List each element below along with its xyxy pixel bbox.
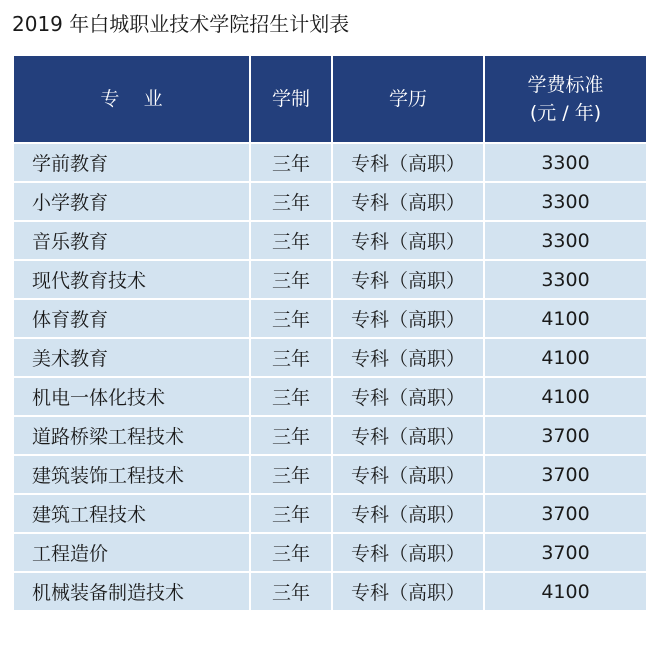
table-row	[13, 377, 647, 416]
major-cell: 现代教育技术	[13, 260, 250, 299]
level-cell: 专科（高职）	[332, 182, 484, 221]
years-cell: 三年	[250, 416, 332, 455]
table-row	[13, 533, 647, 572]
fee-cell: 3700	[484, 455, 647, 494]
table-row	[13, 455, 647, 494]
fee-cell: 3700	[484, 416, 647, 455]
level-cell: 专科（高职）	[332, 143, 484, 182]
major-cell: 工程造价	[13, 533, 250, 572]
table-row	[13, 221, 647, 260]
header-fee	[484, 55, 647, 143]
fee-cell: 3700	[484, 533, 647, 572]
level-cell: 专科（高职）	[332, 533, 484, 572]
fee-cell: 4100	[484, 572, 647, 611]
table-row	[13, 338, 647, 377]
page-title: 2019 年白城职业技术学院招生计划表	[12, 12, 350, 36]
major-cell: 建筑工程技术	[13, 494, 250, 533]
major-cell: 学前教育	[13, 143, 250, 182]
years-cell: 三年	[250, 260, 332, 299]
years-cell: 三年	[250, 143, 332, 182]
major-cell: 美术教育	[13, 338, 250, 377]
enrollment-table	[12, 54, 648, 612]
major-cell: 机械装备制造技术	[13, 572, 250, 611]
level-cell: 专科（高职）	[332, 494, 484, 533]
level-cell: 专科（高职）	[332, 455, 484, 494]
header-years: 学制	[250, 55, 332, 143]
table-row	[13, 416, 647, 455]
years-cell: 三年	[250, 299, 332, 338]
table-row	[13, 494, 647, 533]
table-row	[13, 299, 647, 338]
level-cell: 专科（高职）	[332, 221, 484, 260]
major-cell: 道路桥梁工程技术	[13, 416, 250, 455]
header-level: 学历	[332, 55, 484, 143]
fee-cell: 3300	[484, 143, 647, 182]
fee-cell: 3300	[484, 260, 647, 299]
fee-cell: 4100	[484, 377, 647, 416]
level-cell: 专科（高职）	[332, 338, 484, 377]
level-cell: 专科（高职）	[332, 299, 484, 338]
table-body	[13, 143, 647, 611]
header-row	[13, 55, 647, 143]
table-row	[13, 182, 647, 221]
fee-cell: 3700	[484, 494, 647, 533]
major-cell: 体育教育	[13, 299, 250, 338]
table-row	[13, 143, 647, 182]
years-cell: 三年	[250, 338, 332, 377]
table-row	[13, 572, 647, 611]
level-cell: 专科（高职）	[332, 377, 484, 416]
header-major: 专 业	[13, 55, 250, 143]
major-cell: 建筑装饰工程技术	[13, 455, 250, 494]
years-cell: 三年	[250, 377, 332, 416]
years-cell: 三年	[250, 221, 332, 260]
years-cell: 三年	[250, 533, 332, 572]
fee-cell: 3300	[484, 221, 647, 260]
major-cell: 音乐教育	[13, 221, 250, 260]
table-header	[13, 55, 647, 143]
years-cell: 三年	[250, 182, 332, 221]
header-fee-line2: (元 / 年)	[529, 102, 602, 124]
major-cell: 小学教育	[13, 182, 250, 221]
table-row	[13, 260, 647, 299]
fee-cell: 3300	[484, 182, 647, 221]
level-cell: 专科（高职）	[332, 260, 484, 299]
years-cell: 三年	[250, 572, 332, 611]
years-cell: 三年	[250, 455, 332, 494]
level-cell: 专科（高职）	[332, 416, 484, 455]
header-fee-line1: 学费标准	[527, 74, 604, 96]
enrollment-table-container	[12, 54, 646, 612]
level-cell: 专科（高职）	[332, 572, 484, 611]
fee-cell: 4100	[484, 338, 647, 377]
fee-cell: 4100	[484, 299, 647, 338]
major-cell: 机电一体化技术	[13, 377, 250, 416]
years-cell: 三年	[250, 494, 332, 533]
